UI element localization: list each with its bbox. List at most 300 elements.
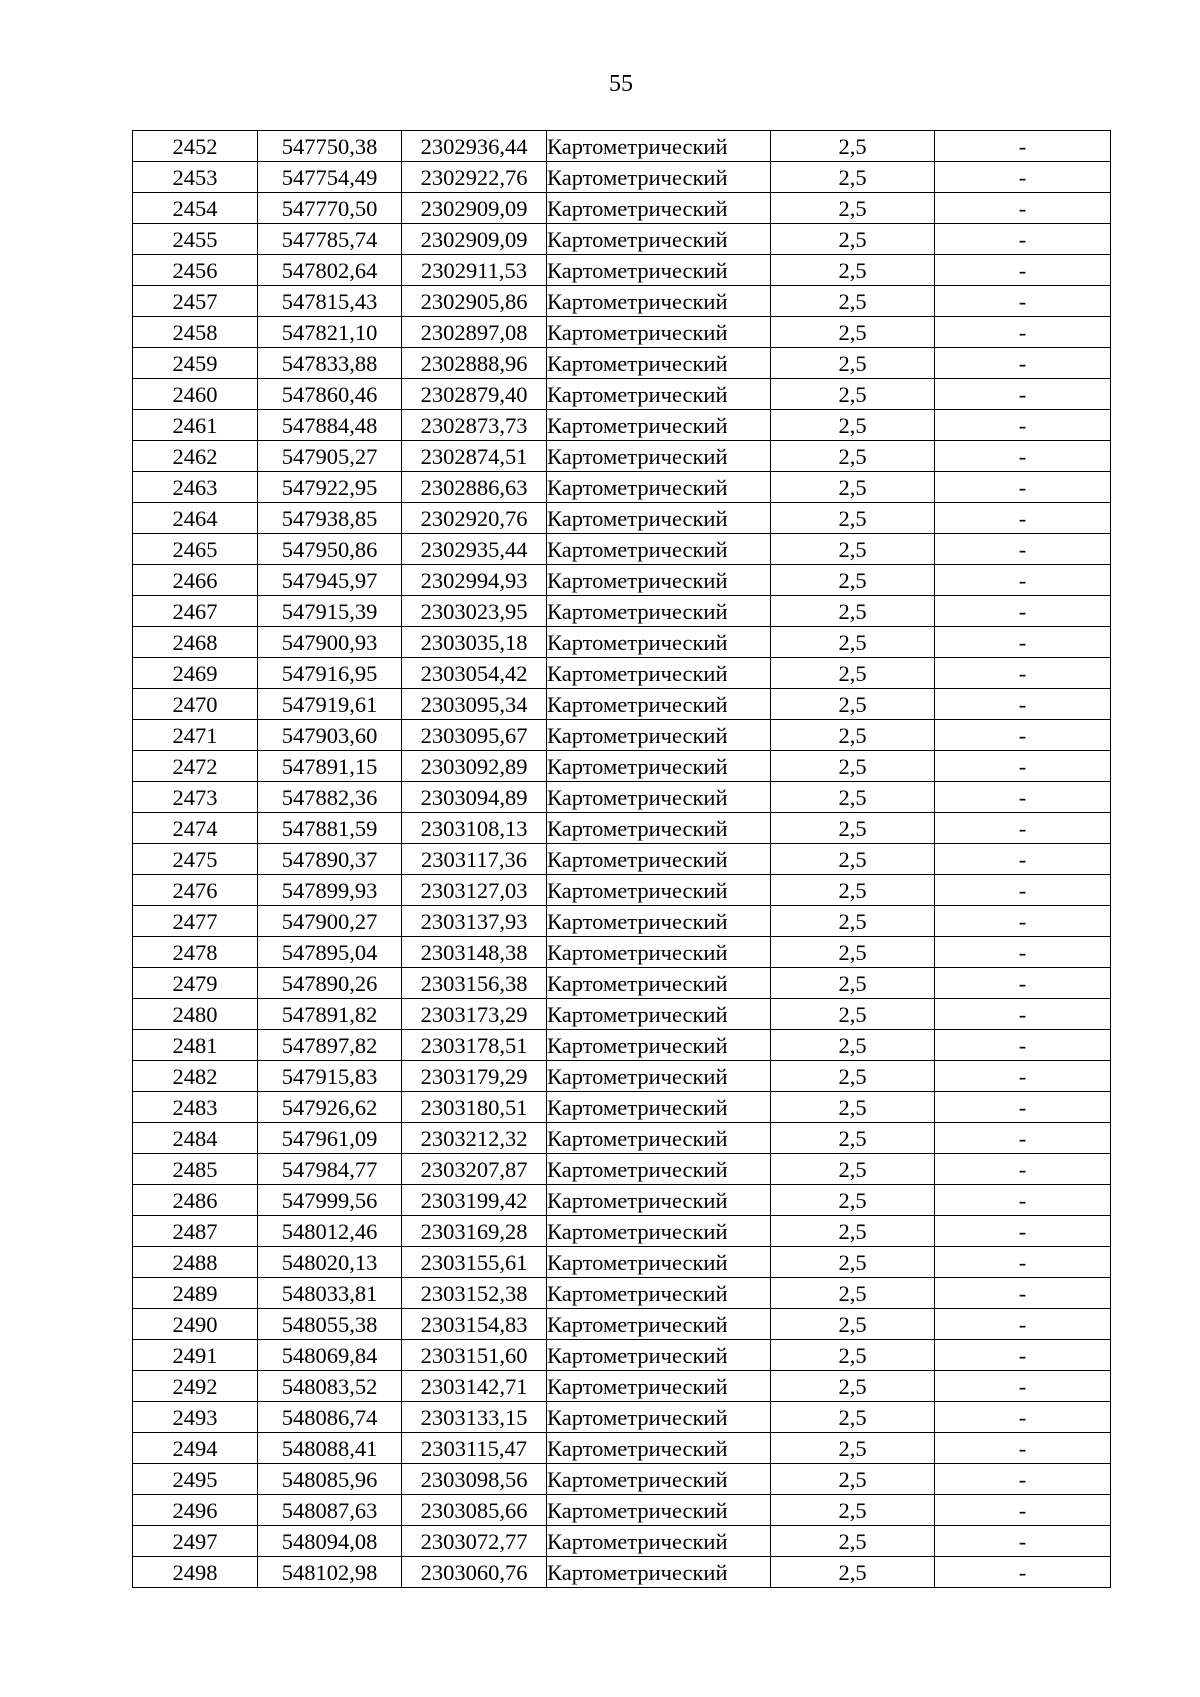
- method-cell: Картометрический: [547, 1433, 771, 1464]
- accuracy-cell: 2,5: [771, 348, 935, 379]
- x-coordinate-cell: 548086,74: [258, 1402, 402, 1433]
- method-cell: Картометрический: [547, 503, 771, 534]
- table-row: [133, 1464, 1111, 1495]
- point-number-cell: 2483: [133, 1092, 258, 1123]
- y-coordinate-cell: 2303115,47: [402, 1433, 547, 1464]
- x-coordinate-cell: 547900,27: [258, 906, 402, 937]
- description-cell: -: [935, 317, 1111, 348]
- point-number-cell: 2453: [133, 162, 258, 193]
- x-coordinate-cell: 547938,85: [258, 503, 402, 534]
- y-coordinate-cell: 2303094,89: [402, 782, 547, 813]
- point-number-cell: 2455: [133, 224, 258, 255]
- y-coordinate-cell: 2303127,03: [402, 875, 547, 906]
- point-number-cell: 2480: [133, 999, 258, 1030]
- description-cell: -: [935, 627, 1111, 658]
- page-number: 55: [609, 71, 633, 97]
- method-cell: Картометрический: [547, 162, 771, 193]
- table-row: [133, 1092, 1111, 1123]
- method-cell: Картометрический: [547, 813, 771, 844]
- table-row: [133, 503, 1111, 534]
- x-coordinate-cell: 547899,93: [258, 875, 402, 906]
- method-cell: Картометрический: [547, 410, 771, 441]
- table-row: [133, 782, 1111, 813]
- description-cell: -: [935, 968, 1111, 999]
- point-number-cell: 2470: [133, 689, 258, 720]
- table-row: [133, 565, 1111, 596]
- method-cell: Картометрический: [547, 1216, 771, 1247]
- description-cell: -: [935, 1185, 1111, 1216]
- description-cell: -: [935, 1061, 1111, 1092]
- point-number-cell: 2460: [133, 379, 258, 410]
- method-cell: Картометрический: [547, 224, 771, 255]
- accuracy-cell: 2,5: [771, 999, 935, 1030]
- x-coordinate-cell: 547785,74: [258, 224, 402, 255]
- x-coordinate-cell: 548102,98: [258, 1557, 402, 1588]
- y-coordinate-cell: 2303137,93: [402, 906, 547, 937]
- table-row: [133, 999, 1111, 1030]
- y-coordinate-cell: 2303212,32: [402, 1123, 547, 1154]
- point-number-cell: 2486: [133, 1185, 258, 1216]
- method-cell: Картометрический: [547, 379, 771, 410]
- point-number-cell: 2489: [133, 1278, 258, 1309]
- table-row: [133, 1123, 1111, 1154]
- method-cell: Картометрический: [547, 1464, 771, 1495]
- table-row: [133, 1309, 1111, 1340]
- table-row: [133, 1216, 1111, 1247]
- description-cell: -: [935, 1154, 1111, 1185]
- x-coordinate-cell: 547903,60: [258, 720, 402, 751]
- point-number-cell: 2456: [133, 255, 258, 286]
- description-cell: -: [935, 1433, 1111, 1464]
- method-cell: Картометрический: [547, 1495, 771, 1526]
- x-coordinate-cell: 547821,10: [258, 317, 402, 348]
- table-row: [133, 379, 1111, 410]
- y-coordinate-cell: 2303152,38: [402, 1278, 547, 1309]
- accuracy-cell: 2,5: [771, 410, 935, 441]
- table-row: [133, 224, 1111, 255]
- method-cell: Картометрический: [547, 658, 771, 689]
- point-number-cell: 2494: [133, 1433, 258, 1464]
- point-number-cell: 2488: [133, 1247, 258, 1278]
- accuracy-cell: 2,5: [771, 720, 935, 751]
- y-coordinate-cell: 2303199,42: [402, 1185, 547, 1216]
- description-cell: -: [935, 1526, 1111, 1557]
- table-row: [133, 627, 1111, 658]
- y-coordinate-cell: 2303072,77: [402, 1526, 547, 1557]
- x-coordinate-cell: 548094,08: [258, 1526, 402, 1557]
- point-number-cell: 2463: [133, 472, 258, 503]
- table-row: [133, 1557, 1111, 1588]
- accuracy-cell: 2,5: [771, 1495, 935, 1526]
- y-coordinate-cell: 2303060,76: [402, 1557, 547, 1588]
- x-coordinate-cell: 548069,84: [258, 1340, 402, 1371]
- table-row: [133, 441, 1111, 472]
- point-number-cell: 2478: [133, 937, 258, 968]
- accuracy-cell: 2,5: [771, 224, 935, 255]
- description-cell: -: [935, 906, 1111, 937]
- x-coordinate-cell: 547900,93: [258, 627, 402, 658]
- y-coordinate-cell: 2303035,18: [402, 627, 547, 658]
- description-cell: -: [935, 441, 1111, 472]
- y-coordinate-cell: 2302897,08: [402, 317, 547, 348]
- description-cell: -: [935, 720, 1111, 751]
- accuracy-cell: 2,5: [771, 627, 935, 658]
- point-number-cell: 2466: [133, 565, 258, 596]
- point-number-cell: 2485: [133, 1154, 258, 1185]
- x-coordinate-cell: 548055,38: [258, 1309, 402, 1340]
- x-coordinate-cell: 548085,96: [258, 1464, 402, 1495]
- y-coordinate-cell: 2302911,53: [402, 255, 547, 286]
- x-coordinate-cell: 547984,77: [258, 1154, 402, 1185]
- description-cell: -: [935, 937, 1111, 968]
- accuracy-cell: 2,5: [771, 1402, 935, 1433]
- x-coordinate-cell: 547919,61: [258, 689, 402, 720]
- x-coordinate-cell: 547891,15: [258, 751, 402, 782]
- x-coordinate-cell: 547802,64: [258, 255, 402, 286]
- method-cell: Картометрический: [547, 751, 771, 782]
- point-number-cell: 2458: [133, 317, 258, 348]
- x-coordinate-cell: 547950,86: [258, 534, 402, 565]
- method-cell: Картометрический: [547, 1061, 771, 1092]
- point-number-cell: 2452: [133, 131, 258, 162]
- description-cell: -: [935, 1495, 1111, 1526]
- description-cell: -: [935, 348, 1111, 379]
- method-cell: Картометрический: [547, 1123, 771, 1154]
- description-cell: -: [935, 782, 1111, 813]
- x-coordinate-cell: 547891,82: [258, 999, 402, 1030]
- description-cell: -: [935, 596, 1111, 627]
- method-cell: Картометрический: [547, 1092, 771, 1123]
- point-number-cell: 2475: [133, 844, 258, 875]
- y-coordinate-cell: 2303148,38: [402, 937, 547, 968]
- accuracy-cell: 2,5: [771, 1216, 935, 1247]
- x-coordinate-cell: 547945,97: [258, 565, 402, 596]
- table-row: [133, 317, 1111, 348]
- x-coordinate-cell: 548087,63: [258, 1495, 402, 1526]
- description-cell: -: [935, 1402, 1111, 1433]
- x-coordinate-cell: 548012,46: [258, 1216, 402, 1247]
- x-coordinate-cell: 547884,48: [258, 410, 402, 441]
- table-row: [133, 596, 1111, 627]
- accuracy-cell: 2,5: [771, 596, 935, 627]
- y-coordinate-cell: 2303178,51: [402, 1030, 547, 1061]
- y-coordinate-cell: 2302920,76: [402, 503, 547, 534]
- y-coordinate-cell: 2302879,40: [402, 379, 547, 410]
- description-cell: -: [935, 1216, 1111, 1247]
- method-cell: Картометрический: [547, 565, 771, 596]
- x-coordinate-cell: 547890,26: [258, 968, 402, 999]
- method-cell: Картометрический: [547, 1402, 771, 1433]
- table-row: [133, 162, 1111, 193]
- table-row: [133, 1402, 1111, 1433]
- y-coordinate-cell: 2302886,63: [402, 472, 547, 503]
- y-coordinate-cell: 2302909,09: [402, 193, 547, 224]
- accuracy-cell: 2,5: [771, 534, 935, 565]
- table-row: [133, 255, 1111, 286]
- description-cell: -: [935, 131, 1111, 162]
- y-coordinate-cell: 2303173,29: [402, 999, 547, 1030]
- accuracy-cell: 2,5: [771, 472, 935, 503]
- description-cell: -: [935, 844, 1111, 875]
- table-row: [133, 348, 1111, 379]
- description-cell: -: [935, 472, 1111, 503]
- accuracy-cell: 2,5: [771, 379, 935, 410]
- table-row: [133, 1154, 1111, 1185]
- accuracy-cell: 2,5: [771, 751, 935, 782]
- accuracy-cell: 2,5: [771, 1247, 935, 1278]
- y-coordinate-cell: 2303180,51: [402, 1092, 547, 1123]
- y-coordinate-cell: 2303179,29: [402, 1061, 547, 1092]
- method-cell: Картометрический: [547, 999, 771, 1030]
- point-number-cell: 2492: [133, 1371, 258, 1402]
- table-row: [133, 1340, 1111, 1371]
- point-number-cell: 2473: [133, 782, 258, 813]
- description-cell: -: [935, 410, 1111, 441]
- x-coordinate-cell: 547999,56: [258, 1185, 402, 1216]
- point-number-cell: 2464: [133, 503, 258, 534]
- description-cell: -: [935, 286, 1111, 317]
- accuracy-cell: 2,5: [771, 1278, 935, 1309]
- point-number-cell: 2467: [133, 596, 258, 627]
- method-cell: Картометрический: [547, 596, 771, 627]
- y-coordinate-cell: 2303142,71: [402, 1371, 547, 1402]
- y-coordinate-cell: 2302994,93: [402, 565, 547, 596]
- accuracy-cell: 2,5: [771, 317, 935, 348]
- point-number-cell: 2490: [133, 1309, 258, 1340]
- table-row: [133, 286, 1111, 317]
- table-row: [133, 875, 1111, 906]
- x-coordinate-cell: 547815,43: [258, 286, 402, 317]
- table-row: [133, 1433, 1111, 1464]
- description-cell: -: [935, 999, 1111, 1030]
- description-cell: -: [935, 224, 1111, 255]
- description-cell: -: [935, 193, 1111, 224]
- method-cell: Картометрический: [547, 937, 771, 968]
- x-coordinate-cell: 547905,27: [258, 441, 402, 472]
- x-coordinate-cell: 547750,38: [258, 131, 402, 162]
- point-number-cell: 2471: [133, 720, 258, 751]
- method-cell: Картометрический: [547, 906, 771, 937]
- x-coordinate-cell: 547754,49: [258, 162, 402, 193]
- point-number-cell: 2484: [133, 1123, 258, 1154]
- x-coordinate-cell: 547926,62: [258, 1092, 402, 1123]
- point-number-cell: 2493: [133, 1402, 258, 1433]
- accuracy-cell: 2,5: [771, 1433, 935, 1464]
- point-number-cell: 2487: [133, 1216, 258, 1247]
- y-coordinate-cell: 2303207,87: [402, 1154, 547, 1185]
- description-cell: -: [935, 534, 1111, 565]
- point-number-cell: 2465: [133, 534, 258, 565]
- method-cell: Картометрический: [547, 1557, 771, 1588]
- x-coordinate-cell: 547915,83: [258, 1061, 402, 1092]
- description-cell: -: [935, 1464, 1111, 1495]
- point-number-cell: 2454: [133, 193, 258, 224]
- accuracy-cell: 2,5: [771, 875, 935, 906]
- method-cell: Картометрический: [547, 1371, 771, 1402]
- accuracy-cell: 2,5: [771, 1371, 935, 1402]
- table-row: [133, 751, 1111, 782]
- x-coordinate-cell: 548020,13: [258, 1247, 402, 1278]
- method-cell: Картометрический: [547, 720, 771, 751]
- y-coordinate-cell: 2302935,44: [402, 534, 547, 565]
- description-cell: -: [935, 751, 1111, 782]
- accuracy-cell: 2,5: [771, 286, 935, 317]
- y-coordinate-cell: 2303169,28: [402, 1216, 547, 1247]
- description-cell: -: [935, 1278, 1111, 1309]
- y-coordinate-cell: 2303095,34: [402, 689, 547, 720]
- table-row: [133, 906, 1111, 937]
- accuracy-cell: 2,5: [771, 1526, 935, 1557]
- x-coordinate-cell: 547916,95: [258, 658, 402, 689]
- description-cell: -: [935, 1309, 1111, 1340]
- x-coordinate-cell: 547922,95: [258, 472, 402, 503]
- accuracy-cell: 2,5: [771, 1557, 935, 1588]
- point-number-cell: 2461: [133, 410, 258, 441]
- method-cell: Картометрический: [547, 1278, 771, 1309]
- accuracy-cell: 2,5: [771, 968, 935, 999]
- y-coordinate-cell: 2303023,95: [402, 596, 547, 627]
- method-cell: Картометрический: [547, 875, 771, 906]
- table-row: [133, 193, 1111, 224]
- table-row: [133, 968, 1111, 999]
- method-cell: Картометрический: [547, 472, 771, 503]
- table-row: [133, 1278, 1111, 1309]
- y-coordinate-cell: 2303108,13: [402, 813, 547, 844]
- point-number-cell: 2498: [133, 1557, 258, 1588]
- y-coordinate-cell: 2303151,60: [402, 1340, 547, 1371]
- y-coordinate-cell: 2302888,96: [402, 348, 547, 379]
- y-coordinate-cell: 2303095,67: [402, 720, 547, 751]
- table-row: [133, 534, 1111, 565]
- y-coordinate-cell: 2303154,83: [402, 1309, 547, 1340]
- point-number-cell: 2459: [133, 348, 258, 379]
- table-row: [133, 720, 1111, 751]
- accuracy-cell: 2,5: [771, 131, 935, 162]
- x-coordinate-cell: 547897,82: [258, 1030, 402, 1061]
- description-cell: -: [935, 503, 1111, 534]
- method-cell: Картометрический: [547, 255, 771, 286]
- accuracy-cell: 2,5: [771, 162, 935, 193]
- point-number-cell: 2472: [133, 751, 258, 782]
- y-coordinate-cell: 2302873,73: [402, 410, 547, 441]
- method-cell: Картометрический: [547, 441, 771, 472]
- x-coordinate-cell: 547770,50: [258, 193, 402, 224]
- x-coordinate-cell: 547961,09: [258, 1123, 402, 1154]
- point-number-cell: 2482: [133, 1061, 258, 1092]
- method-cell: Картометрический: [547, 534, 771, 565]
- x-coordinate-cell: 547890,37: [258, 844, 402, 875]
- accuracy-cell: 2,5: [771, 441, 935, 472]
- method-cell: Картометрический: [547, 348, 771, 379]
- description-cell: -: [935, 379, 1111, 410]
- point-number-cell: 2469: [133, 658, 258, 689]
- method-cell: Картометрический: [547, 131, 771, 162]
- y-coordinate-cell: 2302922,76: [402, 162, 547, 193]
- x-coordinate-cell: 547895,04: [258, 937, 402, 968]
- table-row: [133, 1185, 1111, 1216]
- point-number-cell: 2477: [133, 906, 258, 937]
- method-cell: Картометрический: [547, 627, 771, 658]
- table-row: [133, 937, 1111, 968]
- method-cell: Картометрический: [547, 286, 771, 317]
- y-coordinate-cell: 2302936,44: [402, 131, 547, 162]
- point-number-cell: 2468: [133, 627, 258, 658]
- point-number-cell: 2462: [133, 441, 258, 472]
- y-coordinate-cell: 2303133,15: [402, 1402, 547, 1433]
- accuracy-cell: 2,5: [771, 503, 935, 534]
- table-row: [133, 1495, 1111, 1526]
- table-row: [133, 410, 1111, 441]
- method-cell: Картометрический: [547, 1526, 771, 1557]
- method-cell: Картометрический: [547, 689, 771, 720]
- accuracy-cell: 2,5: [771, 1340, 935, 1371]
- method-cell: Картометрический: [547, 1030, 771, 1061]
- table-row: [133, 131, 1111, 162]
- description-cell: -: [935, 1123, 1111, 1154]
- table-row: [133, 1030, 1111, 1061]
- table-row: [133, 1526, 1111, 1557]
- method-cell: Картометрический: [547, 1154, 771, 1185]
- description-cell: -: [935, 1092, 1111, 1123]
- point-number-cell: 2497: [133, 1526, 258, 1557]
- y-coordinate-cell: 2303098,56: [402, 1464, 547, 1495]
- accuracy-cell: 2,5: [771, 689, 935, 720]
- y-coordinate-cell: 2303156,38: [402, 968, 547, 999]
- point-number-cell: 2476: [133, 875, 258, 906]
- x-coordinate-cell: 547833,88: [258, 348, 402, 379]
- accuracy-cell: 2,5: [771, 1154, 935, 1185]
- accuracy-cell: 2,5: [771, 565, 935, 596]
- y-coordinate-cell: 2302909,09: [402, 224, 547, 255]
- table-row: [133, 658, 1111, 689]
- accuracy-cell: 2,5: [771, 906, 935, 937]
- accuracy-cell: 2,5: [771, 1030, 935, 1061]
- x-coordinate-cell: 547860,46: [258, 379, 402, 410]
- x-coordinate-cell: 548083,52: [258, 1371, 402, 1402]
- point-number-cell: 2481: [133, 1030, 258, 1061]
- accuracy-cell: 2,5: [771, 813, 935, 844]
- point-number-cell: 2457: [133, 286, 258, 317]
- y-coordinate-cell: 2302905,86: [402, 286, 547, 317]
- table-body: [133, 131, 1111, 1588]
- accuracy-cell: 2,5: [771, 1464, 935, 1495]
- accuracy-cell: 2,5: [771, 1092, 935, 1123]
- table-row: [133, 1247, 1111, 1278]
- method-cell: Картометрический: [547, 1185, 771, 1216]
- accuracy-cell: 2,5: [771, 193, 935, 224]
- method-cell: Картометрический: [547, 782, 771, 813]
- accuracy-cell: 2,5: [771, 844, 935, 875]
- y-coordinate-cell: 2303092,89: [402, 751, 547, 782]
- description-cell: -: [935, 689, 1111, 720]
- method-cell: Картометрический: [547, 968, 771, 999]
- x-coordinate-cell: 548088,41: [258, 1433, 402, 1464]
- description-cell: -: [935, 255, 1111, 286]
- accuracy-cell: 2,5: [771, 782, 935, 813]
- point-number-cell: 2479: [133, 968, 258, 999]
- coordinates-table: [132, 130, 1111, 1588]
- accuracy-cell: 2,5: [771, 1185, 935, 1216]
- y-coordinate-cell: 2303117,36: [402, 844, 547, 875]
- point-number-cell: 2474: [133, 813, 258, 844]
- description-cell: -: [935, 162, 1111, 193]
- method-cell: Картометрический: [547, 1340, 771, 1371]
- accuracy-cell: 2,5: [771, 1309, 935, 1340]
- accuracy-cell: 2,5: [771, 658, 935, 689]
- method-cell: Картометрический: [547, 1247, 771, 1278]
- description-cell: -: [935, 1340, 1111, 1371]
- accuracy-cell: 2,5: [771, 937, 935, 968]
